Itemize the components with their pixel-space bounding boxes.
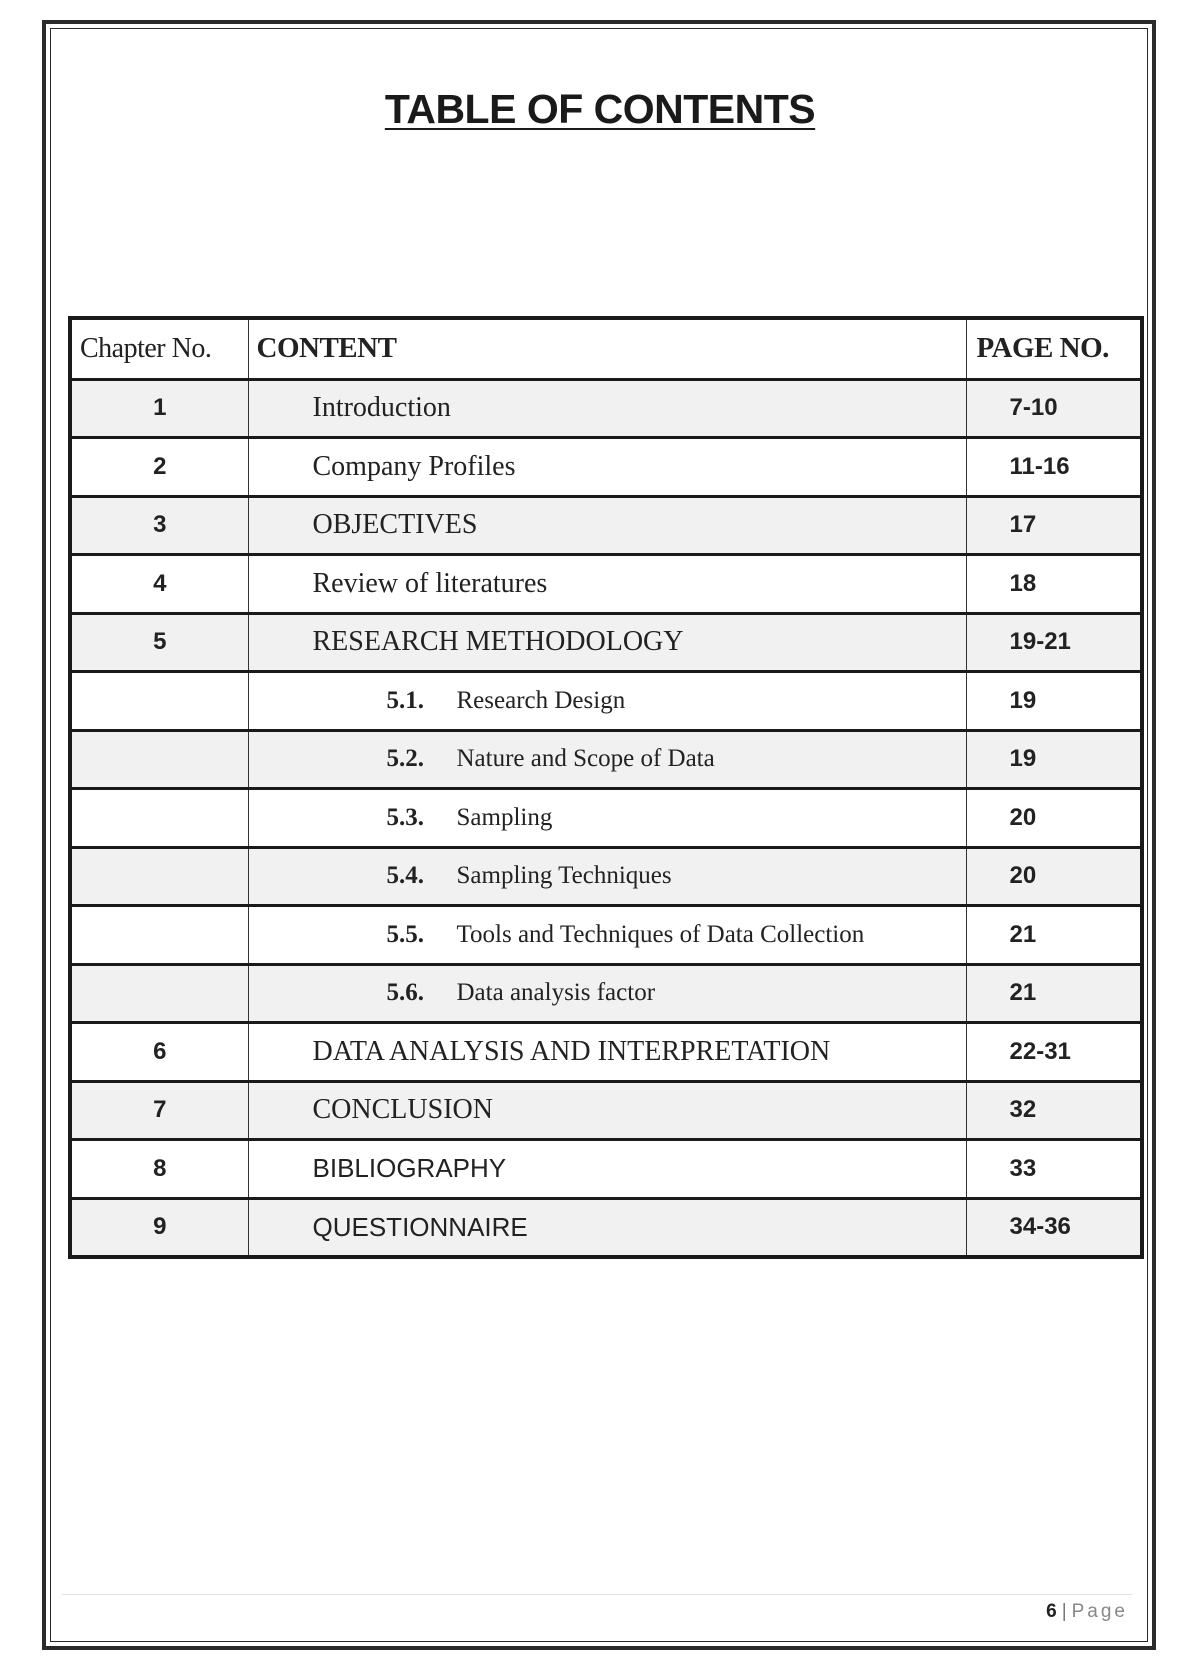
chapter-number — [70, 789, 248, 848]
subsection-title: Nature and Scope of Data — [456, 745, 715, 773]
chapter-number: 2 — [70, 438, 248, 497]
page-number: 21 — [966, 964, 1142, 1023]
page-number: 32 — [966, 1081, 1142, 1140]
header-content: CONTENT — [248, 318, 966, 379]
page-number: 19 — [966, 730, 1142, 789]
table-row — [70, 906, 1142, 965]
table-row — [70, 379, 1142, 438]
chapter-number: 1 — [70, 379, 248, 438]
page-number: 19-21 — [966, 613, 1142, 672]
chapter-number: 5 — [70, 613, 248, 672]
subsection-number: 5.2. — [386, 745, 424, 773]
footer-separator: | — [1061, 1601, 1068, 1622]
table-row — [70, 438, 1142, 497]
page-number: 19 — [966, 672, 1142, 731]
chapter-number — [70, 730, 248, 789]
subsection-number: 5.3. — [386, 803, 424, 831]
header-chapter-no: Chapter No. — [70, 318, 248, 379]
subsection-title: Research Design — [456, 686, 626, 714]
content-title: DATA ANALYSIS AND INTERPRETATION — [248, 1023, 966, 1082]
chapter-number: 7 — [70, 1081, 248, 1140]
content-title: OBJECTIVES — [248, 496, 966, 555]
table-row — [70, 672, 1142, 731]
content-title: Company Profiles — [248, 438, 966, 497]
table-row — [70, 1023, 1142, 1082]
content-title: BIBLIOGRAPHY — [248, 1140, 966, 1199]
subsection-cell — [248, 672, 966, 731]
subsection-title: Sampling Techniques — [456, 862, 672, 890]
table-row — [70, 789, 1142, 848]
subsection-number: 5.1. — [386, 686, 424, 714]
subsection-cell — [248, 730, 966, 789]
chapter-number: 8 — [70, 1140, 248, 1199]
table-header-row — [70, 318, 1142, 379]
page-number: 18 — [966, 555, 1142, 614]
subsection-title: Sampling — [456, 803, 553, 831]
page-number: 11-16 — [966, 438, 1142, 497]
subsection-number: 5.6. — [386, 979, 424, 1007]
table-row — [70, 1081, 1142, 1140]
page-number: 21 — [966, 906, 1142, 965]
page-number: 20 — [966, 789, 1142, 848]
content-title: QUESTIONNAIRE — [248, 1198, 966, 1257]
table-row — [70, 1140, 1142, 1199]
table-row — [70, 730, 1142, 789]
chapter-number: 3 — [70, 496, 248, 555]
chapter-number — [70, 964, 248, 1023]
chapter-number — [70, 906, 248, 965]
toc-table — [68, 316, 1144, 1259]
chapter-number: 9 — [70, 1198, 248, 1257]
footer-page-label: Page — [1071, 1601, 1128, 1622]
subsection-title: Data analysis factor — [456, 979, 656, 1007]
table-row — [70, 555, 1142, 614]
page-number: 34-36 — [966, 1198, 1142, 1257]
subsection-cell — [248, 789, 966, 848]
footer-page-number: 6 — [1046, 1601, 1058, 1622]
subsection-title: Tools and Techniques of Data Collection — [456, 920, 865, 948]
page-footer — [1046, 1601, 1128, 1623]
page-number: 20 — [966, 847, 1142, 906]
content-title: RESEARCH METHODOLOGY — [248, 613, 966, 672]
table-row — [70, 496, 1142, 555]
chapter-number: 4 — [70, 555, 248, 614]
subsection-number: 5.5. — [386, 920, 424, 948]
header-page-no: PAGE NO. — [966, 318, 1142, 379]
chapter-number — [70, 847, 248, 906]
footer-divider — [62, 1594, 1132, 1595]
page-number: 33 — [966, 1140, 1142, 1199]
content-title: Review of literatures — [248, 555, 966, 614]
chapter-number — [70, 672, 248, 731]
page-number: 22-31 — [966, 1023, 1142, 1082]
table-row — [70, 964, 1142, 1023]
table-row — [70, 847, 1142, 906]
subsection-cell — [248, 847, 966, 906]
page-number: 17 — [966, 496, 1142, 555]
page-title: TABLE OF CONTENTS — [384, 86, 816, 132]
content-title: CONCLUSION — [248, 1081, 966, 1140]
content-title: Introduction — [248, 379, 966, 438]
table-row — [70, 613, 1142, 672]
table-row — [70, 1198, 1142, 1257]
subsection-number: 5.4. — [386, 862, 424, 890]
subsection-cell — [248, 964, 966, 1023]
page-number: 7-10 — [966, 379, 1142, 438]
chapter-number: 6 — [70, 1023, 248, 1082]
subsection-cell — [248, 906, 966, 965]
